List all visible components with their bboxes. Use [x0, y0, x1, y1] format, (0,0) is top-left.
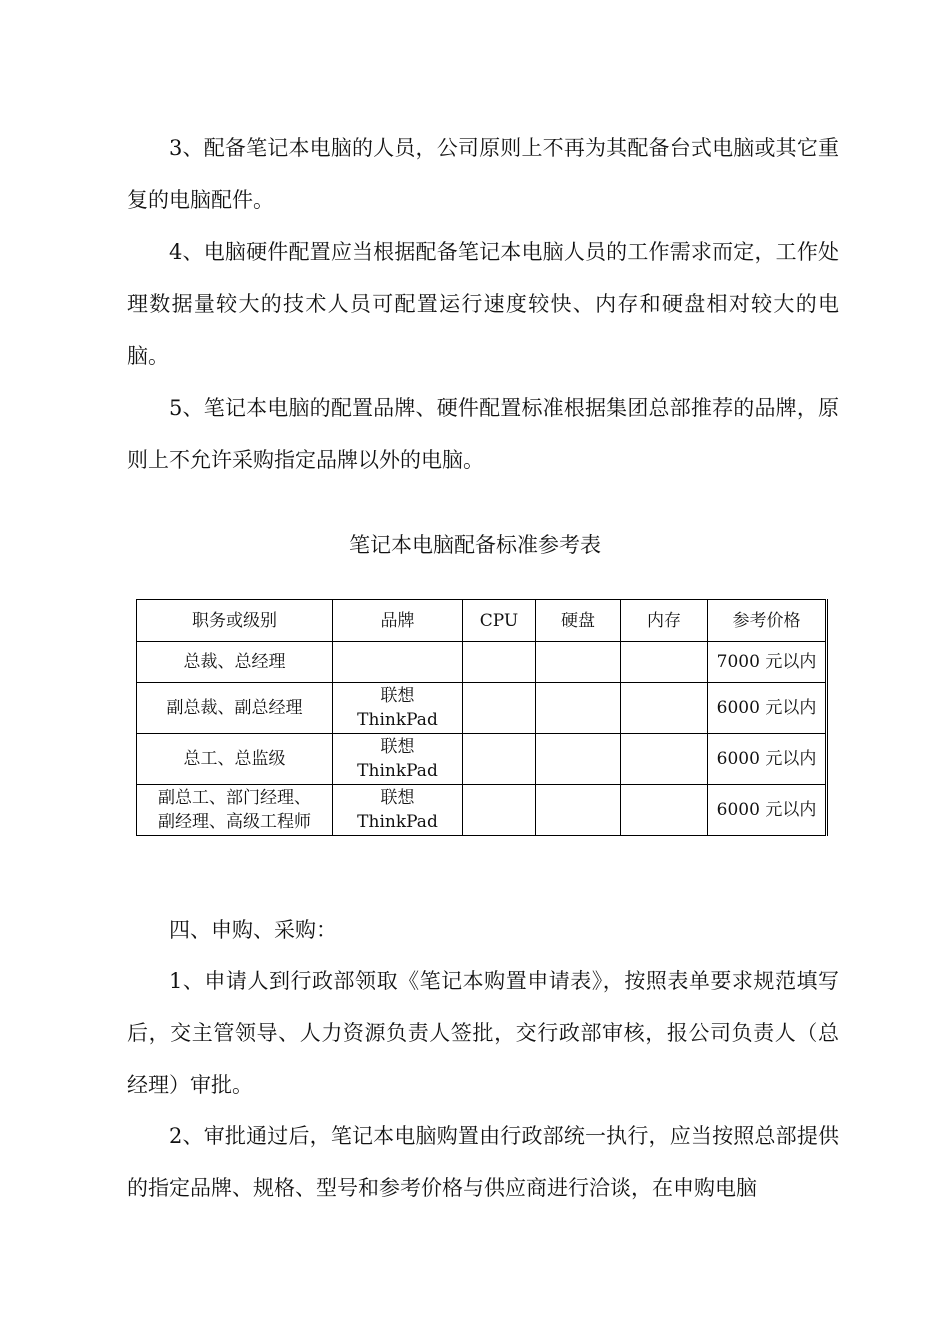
- cell-disk: [536, 785, 621, 836]
- header-brand: 品牌: [333, 600, 463, 642]
- cell-memory: [621, 734, 708, 785]
- header-disk: 硬盘: [536, 600, 621, 642]
- cell-brand: [333, 642, 463, 683]
- level-line: 副总工、部门经理、: [158, 788, 311, 808]
- cell-brand: [333, 683, 463, 734]
- brand-series: ThinkPad: [357, 710, 438, 730]
- brand-series: ThinkPad: [357, 761, 438, 781]
- cell-brand: [333, 734, 463, 785]
- cell-brand: [333, 785, 463, 836]
- cell-cpu: [463, 734, 536, 785]
- cell-cpu: [463, 785, 536, 836]
- cell-level: 总裁、总经理: [137, 642, 333, 683]
- cell-price: 6000 元以内: [708, 785, 827, 836]
- cell-level: [137, 785, 333, 836]
- cell-cpu: [463, 683, 536, 734]
- table-header-row: [137, 600, 827, 642]
- cell-cpu: [463, 642, 536, 683]
- table-row: [137, 785, 827, 836]
- brand-name: 联想: [380, 737, 415, 757]
- cell-memory: [621, 785, 708, 836]
- table-row: [137, 734, 827, 785]
- header-cpu: CPU: [463, 600, 536, 642]
- level-line: 副经理、高级工程师: [158, 812, 311, 832]
- paragraph-item-4: 4、电脑硬件配置应当根据配备笔记本电脑人员的工作需求而定，工作处理数据量较大的技术人员可配置运行速度较快、内存和硬盘相对较大的电脑。: [127, 240, 839, 368]
- laptop-standard-table: [136, 599, 828, 836]
- cell-disk: [536, 683, 621, 734]
- paragraph-apply-1: 1、申请人到行政部领取《笔记本购置申请表》，按照表单要求规范填写后，交主管领导、人力资源负责人签批，交行政部审核，报公司负责人（总经理）审批。: [127, 969, 839, 1097]
- brand-series: ThinkPad: [357, 812, 438, 832]
- header-level: 职务或级别: [137, 600, 333, 642]
- brand-name: 联想: [380, 788, 415, 808]
- paragraph-apply-2: 2、审批通过后，笔记本电脑购置由行政部统一执行，应当按照总部提供的指定品牌、规格、型号和参考价格与供应商进行洽谈，在申购电脑: [127, 1124, 839, 1200]
- cell-disk: [536, 734, 621, 785]
- cell-memory: [621, 642, 708, 683]
- header-price: 参考价格: [708, 600, 827, 642]
- cell-price: 7000 元以内: [708, 642, 827, 683]
- cell-price: 6000 元以内: [708, 734, 827, 785]
- cell-price: 6000 元以内: [708, 683, 827, 734]
- table-row: [137, 642, 827, 683]
- cell-memory: [621, 683, 708, 734]
- cell-level: 副总裁、副总经理: [137, 683, 333, 734]
- paragraph-item-5: 5、笔记本电脑的配置品牌、硬件配置标准根据集团总部推荐的品牌，原则上不允许采购指定品牌以外的电脑。: [127, 396, 839, 472]
- brand-name: 联想: [380, 686, 415, 706]
- table-row: [137, 683, 827, 734]
- cell-level: 总工、总监级: [137, 734, 333, 785]
- cell-disk: [536, 642, 621, 683]
- header-memory: 内存: [621, 600, 708, 642]
- table-title: 笔记本电脑配备标准参考表: [349, 533, 601, 557]
- section-heading: 四、申购、采购：: [169, 918, 337, 942]
- paragraph-item-3: 3、配备笔记本电脑的人员，公司原则上不再为其配备台式电脑或其它重复的电脑配件。: [127, 136, 839, 212]
